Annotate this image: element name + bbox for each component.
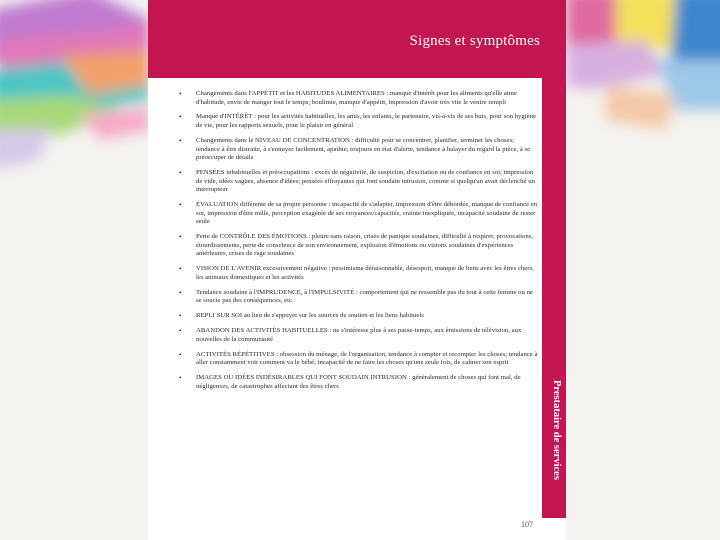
bullet-icon: •: [179, 265, 182, 274]
side-label: Prestataire de services: [551, 380, 562, 480]
bullet-icon: •: [179, 312, 182, 321]
bullet-icon: •: [179, 288, 182, 297]
list-item-text: Tendance soudaine à l'IMPRUDENCE, à l'IMPULSIVITÉ : comportement qui ne ressemble pas du tout à cette femme ou ne se soucie pas des conséquences, etc.: [196, 288, 533, 305]
list-item: [176, 265, 538, 282]
page-number: 107: [521, 520, 533, 529]
bullet-icon: •: [179, 113, 182, 122]
bullet-icon: •: [179, 169, 182, 178]
list-item-text: Perte de CONTRÔLE DES ÉMOTIONS : pleure sans raison, crises de panique soudaines, difficulté à respirer, provocations, étourdissements, perte de conscience de son environnement, explosion d'émotions ou visions soudaines d'expériences antérieures, crises de rage soudaines: [196, 233, 534, 258]
list-item-text: ABANDON DES ACTIVITÉS HABITUELLES : ne s'intéresse plus à ses passe-temps, aux émissions de télévision, aux nouvelles de la communauté: [196, 327, 522, 343]
list-item: [176, 137, 538, 163]
list-item: [176, 233, 538, 259]
document-page: [148, 0, 566, 540]
list-item-text: IMAGES OU IDÉES INDÉSIRABLES QUI FONT SOUDAIN INTRUSION : généralement de choses qui font mal, de négligences, de catastrophes affectant des êtres chers: [196, 374, 521, 390]
bullet-icon: •: [179, 90, 182, 98]
bullet-icon: •: [179, 201, 182, 210]
list-item-text: Manque d'INTÉRÊT : pour les activités habituelles, les amis, les enfants, le partenaire, vis-à-vis de ses buts, pour son hygiène de vie, pour les rapports sexuels, pour le plaisir en général: [196, 113, 537, 130]
list-item: [176, 201, 538, 227]
list-item: [176, 374, 538, 391]
list-item-text: ACTIVITÉS RÉPÉTITIVES : obsession du ménage, de l'organisation, tendance à compter et recompter les choses; tendance à aller constamment voir comment va le bébé; incapacité de ne faire les choses qu'une seule fois, de calmer son esprit: [196, 350, 538, 367]
list-item: [176, 289, 538, 306]
bullet-icon: •: [179, 327, 182, 336]
list-item: [176, 113, 538, 130]
list-item-text: PENSÉES inhabituelles et préoccupations : excès de négativité, de suspicion, d'excitation ou de confiance en soi; impression de vide, idées vagues, absence d'idées; pensées effrayantes qui font soudain intrusion, comme si quelqu'un avait déclenché un interrupteur: [196, 169, 535, 194]
left-watercolor-decoration: [0, 0, 148, 540]
bullet-icon: •: [179, 350, 182, 359]
bullet-icon: •: [179, 136, 182, 145]
right-watercolor-decoration: [566, 0, 720, 540]
page-title: Signes et symptômes: [409, 33, 540, 49]
list-item: [176, 327, 538, 344]
list-item: [176, 351, 538, 368]
list-item: [176, 90, 538, 107]
list-item-text: ÉVALUATION différente de sa propre personne : incapacité de s'adapter, impression d'être débordée, manque de confiance en soi, impression d'être nulle, perception exagérée de ses croyances/capacités, crainte inexpliquée, incapacité soudaine de rester seule: [196, 201, 538, 226]
list-item-text: Changements dans le NIVEAU DE CONCENTRATION : difficulté pour se concentrer, planifier, terminer les choses; tendance à être distraite, à s'ennuyer facilement, apathie; toujours en état d'alerte, tendance à balayer du regard la pièce, à se préoccuper de détails: [196, 136, 531, 162]
list-item: [176, 312, 538, 321]
bullet-icon: •: [179, 374, 182, 383]
symptom-list: [176, 90, 538, 398]
list-item-text: VISION DE L'AVENIR excessivement négative : pessimisme déraisonnable, désespoir, manque de liens avec les êtres chers, les animaux domestiques et les activités: [196, 265, 534, 281]
bullet-icon: •: [179, 233, 182, 242]
list-item-text: Changements dans l'APPÉTIT et les HABITUDES ALIMENTAIRES : manque d'intérêt pour les aliments qu'elle aime d'habitude, envie de manger tout le temps, boulimie, manque d'appétit, impression d'avoir très vite le ventre rempli: [196, 90, 517, 106]
list-item: [176, 169, 538, 195]
page-header-band: [148, 0, 566, 78]
list-item-text: REPLI SUR SOI au lieu de s'appuyer sur les sources de soutien et les liens habituels: [196, 312, 424, 320]
